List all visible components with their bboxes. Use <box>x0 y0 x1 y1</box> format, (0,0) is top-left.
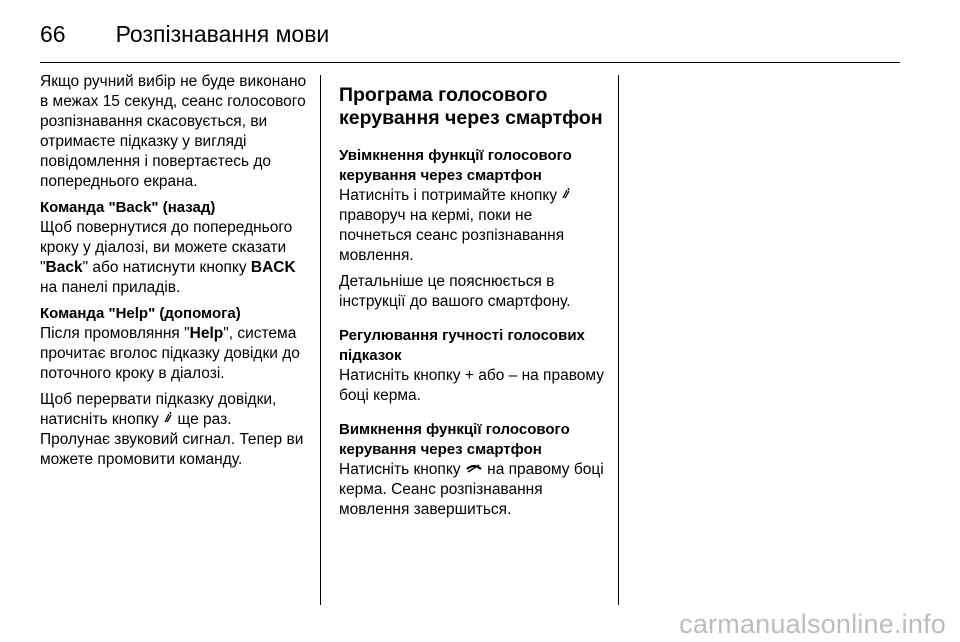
volume-heading: Регулювання гучності голосових підказок <box>339 327 585 364</box>
help-command-paragraph: Після промовляння "Help", система прочитає вголос підказку довідки до поточного кроку в діалозі. <box>40 325 300 382</box>
details-paragraph: Детальніше це пояснюється в інструкції до вашого смартфону. <box>339 273 571 310</box>
back-keyword: Back <box>45 259 83 276</box>
volume-block <box>339 326 607 406</box>
header-divider <box>40 62 900 63</box>
back-command-heading: Команда "Back" (назад) <box>40 199 216 216</box>
help-command-heading: Команда "Help" (допомога) <box>40 305 241 322</box>
minus-icon: – <box>508 367 518 384</box>
disable-heading: Вимкнення функції голосового керування через смартфон <box>339 421 570 458</box>
disable-block <box>339 420 607 520</box>
watermark: carmanualsonline.info <box>679 609 946 639</box>
volume-paragraph: Натисніть кнопку + або – на правому боці керма. <box>339 367 604 404</box>
column-divider-1 <box>320 75 321 605</box>
back-command-paragraph: Щоб повернутися до попереднього кроку у діалозі, ви можете сказати "Back" або натиснути кнопку BACK на панелі приладів. <box>40 219 296 296</box>
voice-control-icon <box>561 186 571 202</box>
enable-heading: Увімкнення функції голосового керування через смартфон <box>339 147 572 184</box>
page-number: 66 <box>40 20 66 47</box>
enable-paragraph: Натисніть і потримайте кнопку праворуч на кермі, поки не почнеться сеанс розпізнавання мовлення. <box>339 186 607 266</box>
beep-paragraph: Пролунає звуковий сигнал. Тепер ви можете промовити команду. <box>40 431 304 468</box>
interrupt-paragraph: Щоб перервати підказку довідки, натисніть кнопку ще раз. <box>40 391 277 428</box>
middle-column <box>339 72 607 526</box>
end-call-icon <box>465 462 483 476</box>
page-header <box>40 14 329 54</box>
disable-paragraph: Натисніть кнопку на правому боці керма. Сеанс розпізнавання мовлення завершиться. <box>339 461 604 518</box>
left-column <box>40 72 312 476</box>
page-title: Розпізнавання мови <box>115 20 330 47</box>
timeout-paragraph: Якщо ручний вибір не буде виконано в межах 15 секунд, сеанс голосового розпізнавання скасовується, ви отримаєте підказку у вигляді повідомлення і повертаєтесь до попереднього екрана. <box>40 73 307 190</box>
enable-block <box>339 146 607 312</box>
voice-control-icon <box>163 410 173 426</box>
back-button-label: BACK <box>250 259 296 276</box>
section-title: Програма голосового керування через смартфон <box>339 84 603 129</box>
plus-icon: + <box>464 367 474 384</box>
help-keyword: Help <box>189 325 224 342</box>
column-divider-2 <box>618 75 619 605</box>
